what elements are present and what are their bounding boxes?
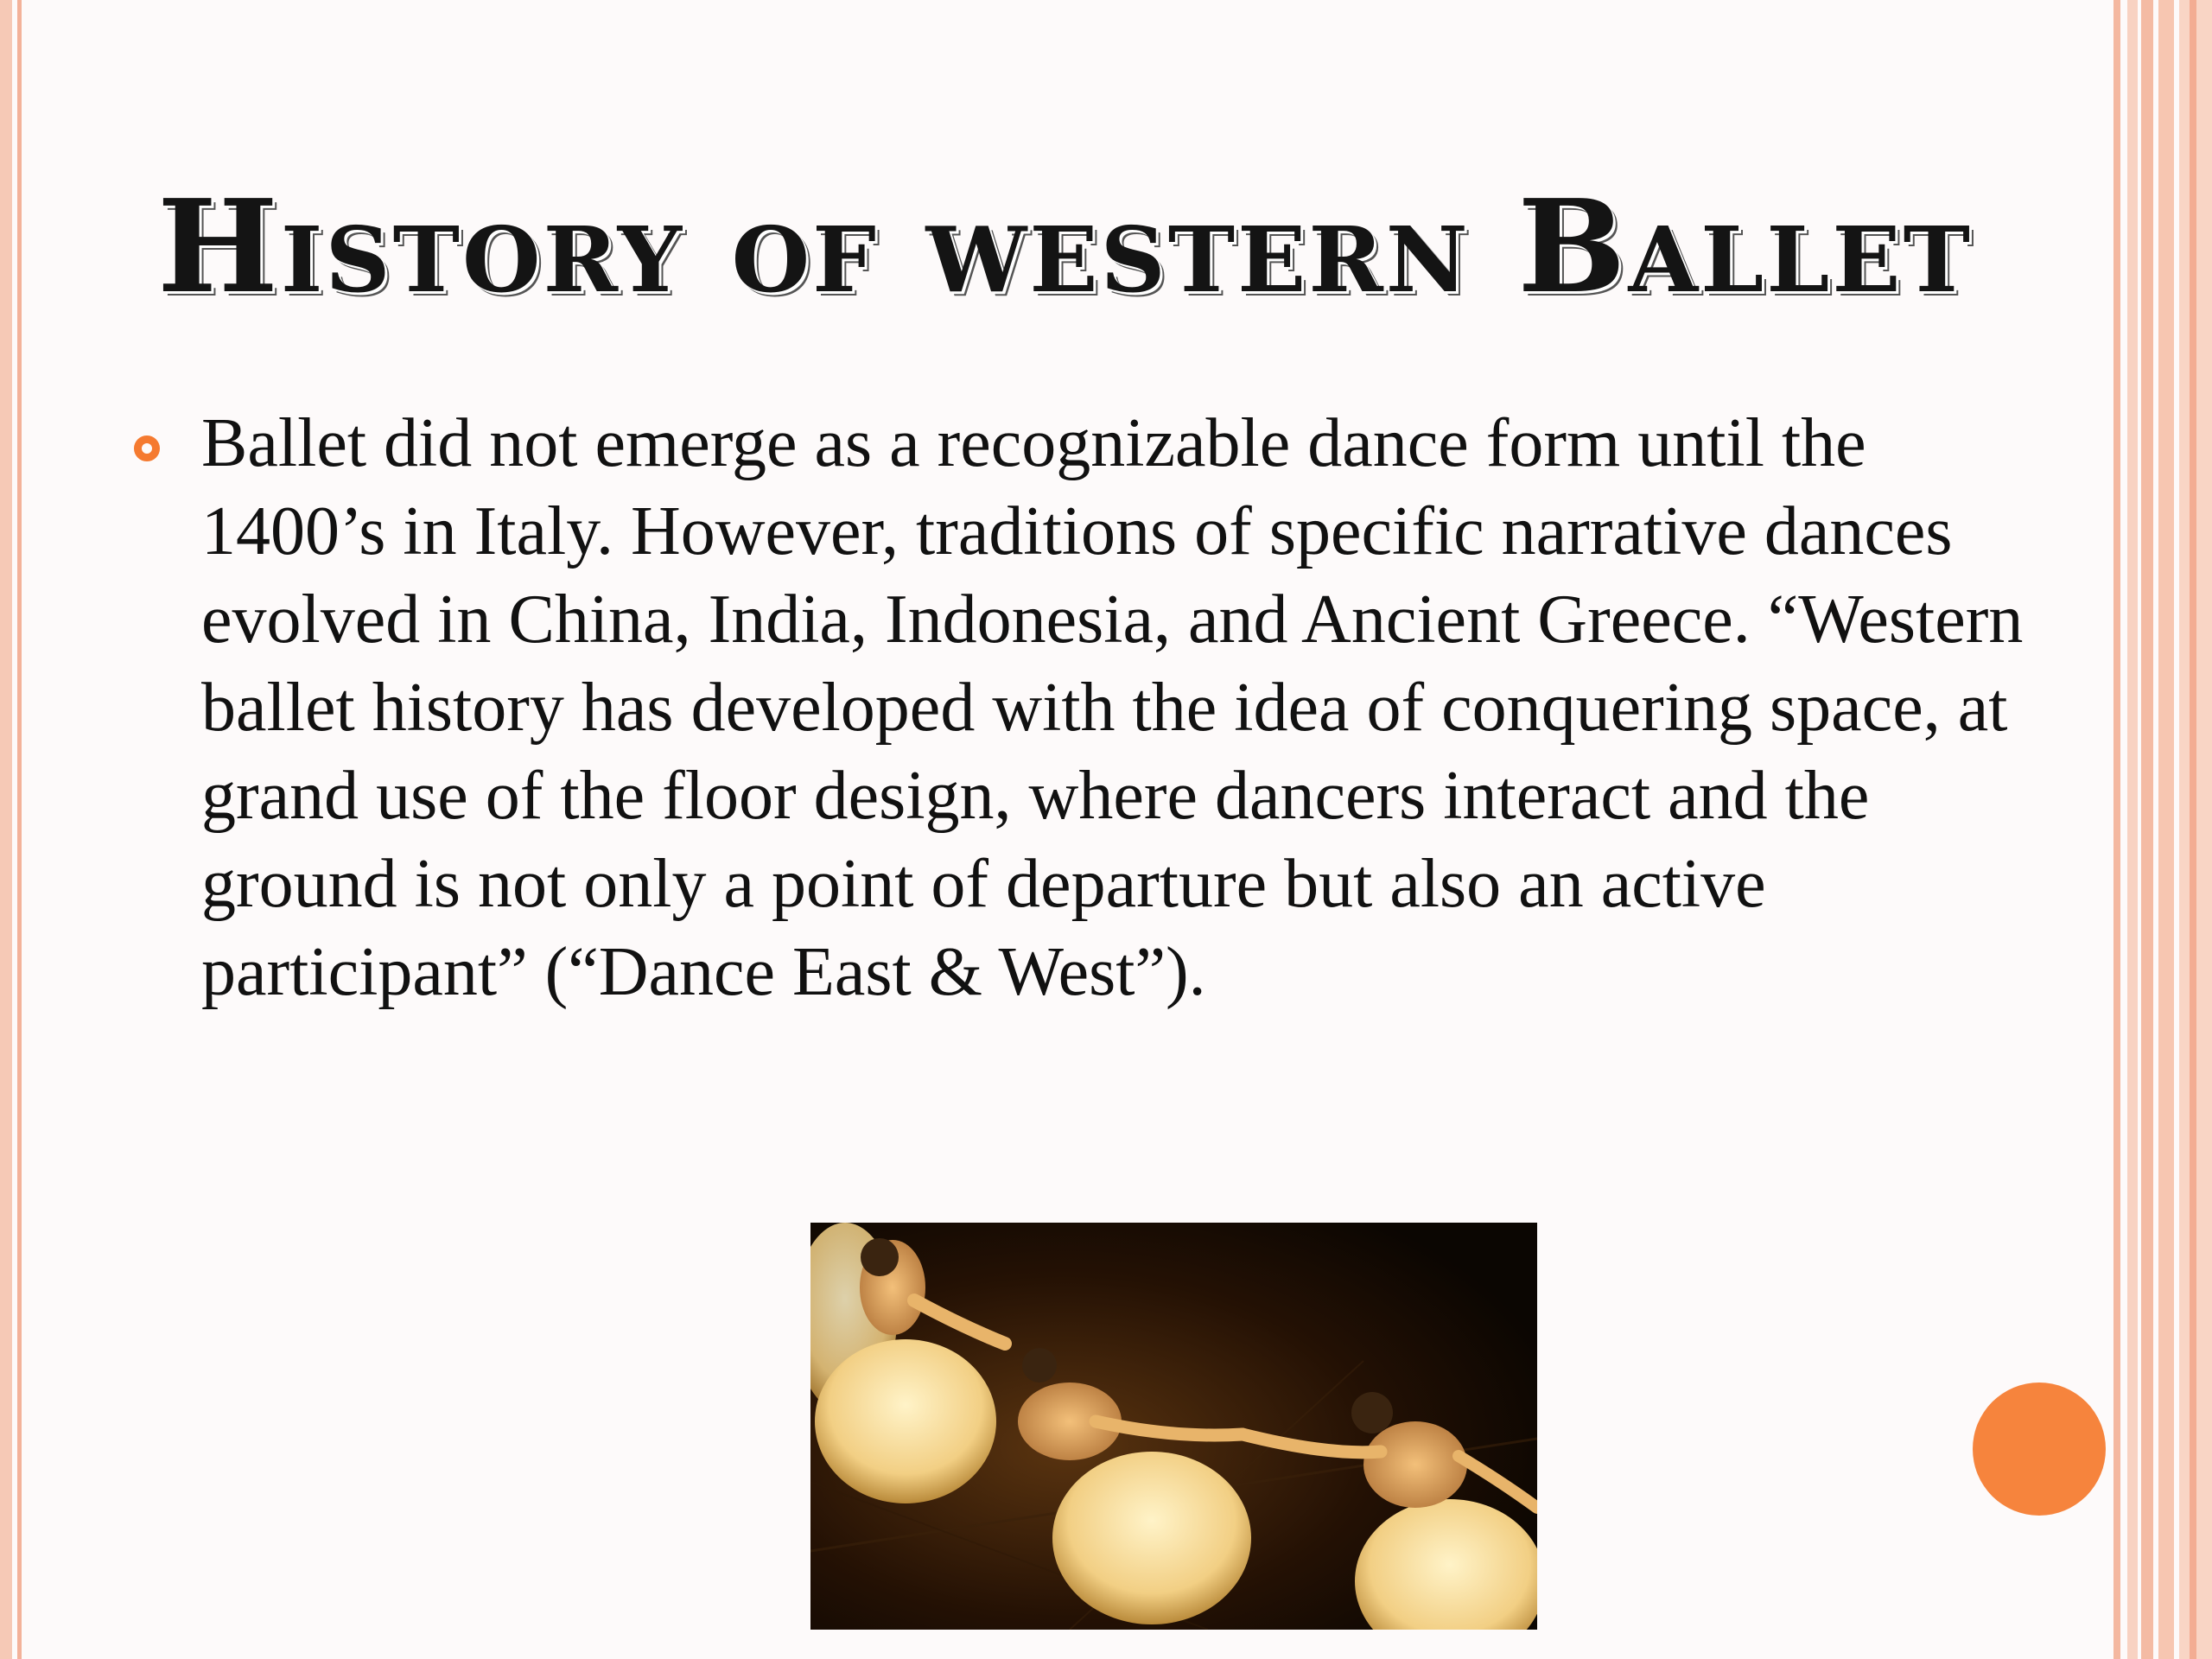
ring-bullet-icon — [134, 435, 160, 461]
orange-circle-decoration — [1973, 1382, 2106, 1516]
slide-title: History of western Ballet — [157, 171, 1974, 321]
bullet-item — [134, 399, 2024, 1016]
left-border-line — [17, 0, 22, 1659]
ballet-dancers-photo — [810, 1223, 1537, 1630]
right-border-line — [2141, 0, 2153, 1659]
right-border-line — [2158, 0, 2174, 1659]
right-border-line — [2127, 0, 2138, 1659]
right-border-line — [2113, 0, 2120, 1659]
right-border-line — [2190, 0, 2196, 1659]
left-border-line — [0, 0, 12, 1659]
bullet-list — [134, 399, 2024, 1016]
bullet-text: Ballet did not emerge as a recognizable dance form until the 1400’s in Italy. However, traditions of specific narrative dances evolved in China, India, Indonesia, and Ancient Greece. “Western ballet history has developed with the idea of conquering space, at grand use of the floor design, where dancers interact and the ground is not only a point of departure but also an active participant” (“Dance East & West”). — [201, 405, 2024, 1010]
